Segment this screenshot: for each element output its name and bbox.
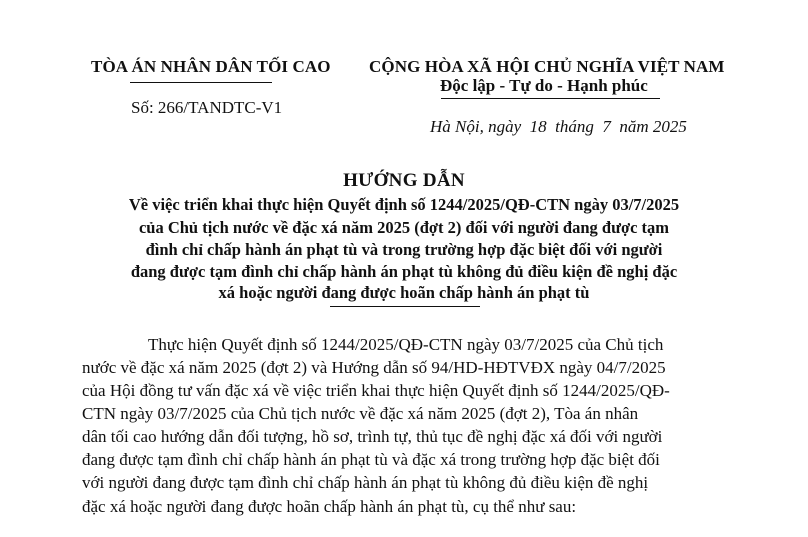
subject-line: Về việc triển khai thực hiện Quyết định số 1244/2025/QĐ-CTN ngày 03/7/2025: [128, 195, 680, 214]
body-line: Thực hiện Quyết định số 1244/2025/QĐ-CTN ngày 03/7/2025 của Chủ tịch: [148, 335, 664, 354]
body-line: dân tối cao hướng dẫn đối tượng, hồ sơ, trình tự, thủ tục đề nghị đặc xá đối với người: [82, 427, 663, 446]
document-title: HƯỚNG DẪN: [343, 170, 465, 191]
body-line: CTN ngày 03/7/2025 của Chủ tịch nước về đặc xá năm 2025 (đợt 2), Tòa án nhân: [82, 404, 639, 423]
subject-line: của Chủ tịch nước về đặc xá năm 2025 (đợt 2) đối với người đang được tạm: [138, 218, 670, 237]
body-line: của Hội đồng tư vấn đặc xá về việc triển khai thực hiện Quyết định số 1244/2025/QĐ-: [82, 381, 670, 400]
subject-line: đình chỉ chấp hành án phạt tù và trong trường hợp đặc biệt đối với người: [145, 240, 663, 259]
subject-line: xá hoặc người đang được hoãn chấp hành án phạt tù: [218, 283, 590, 302]
document-number: Số: 266/TANDTC-V1: [131, 98, 283, 117]
court-name: TÒA ÁN NHÂN DÂN TỐI CAO: [91, 57, 331, 76]
body-line: với người đang được tạm đình chỉ chấp hành án phạt tù không đủ điều kiện đề nghị: [82, 473, 649, 492]
body-line: đang được tạm đình chỉ chấp hành án phạt tù và đặc xá trong trường hợp đặc biệt đối: [82, 450, 660, 469]
body-line: nước về đặc xá năm 2025 (đợt 2) và Hướng dẫn số 94/HD-HĐTVĐX ngày 04/7/2025: [82, 358, 666, 377]
court-name-underline: [130, 82, 272, 83]
subject-underline: [330, 306, 480, 307]
subject-line: đang được tạm đình chỉ chấp hành án phạt tù không đủ điều kiện đề nghị đặc: [130, 262, 678, 281]
motto-underline: [441, 98, 660, 99]
national-motto: Độc lập - Tự do - Hạnh phúc: [440, 76, 648, 95]
place-and-date: Hà Nội, ngày 18 tháng 7 năm 2025: [430, 117, 687, 136]
body-line: đặc xá hoặc người đang được hoãn chấp hành án phạt tù, cụ thể như sau:: [82, 497, 577, 516]
nation-name: CỘNG HÒA XÃ HỘI CHỦ NGHĨA VIỆT NAM: [369, 57, 725, 76]
